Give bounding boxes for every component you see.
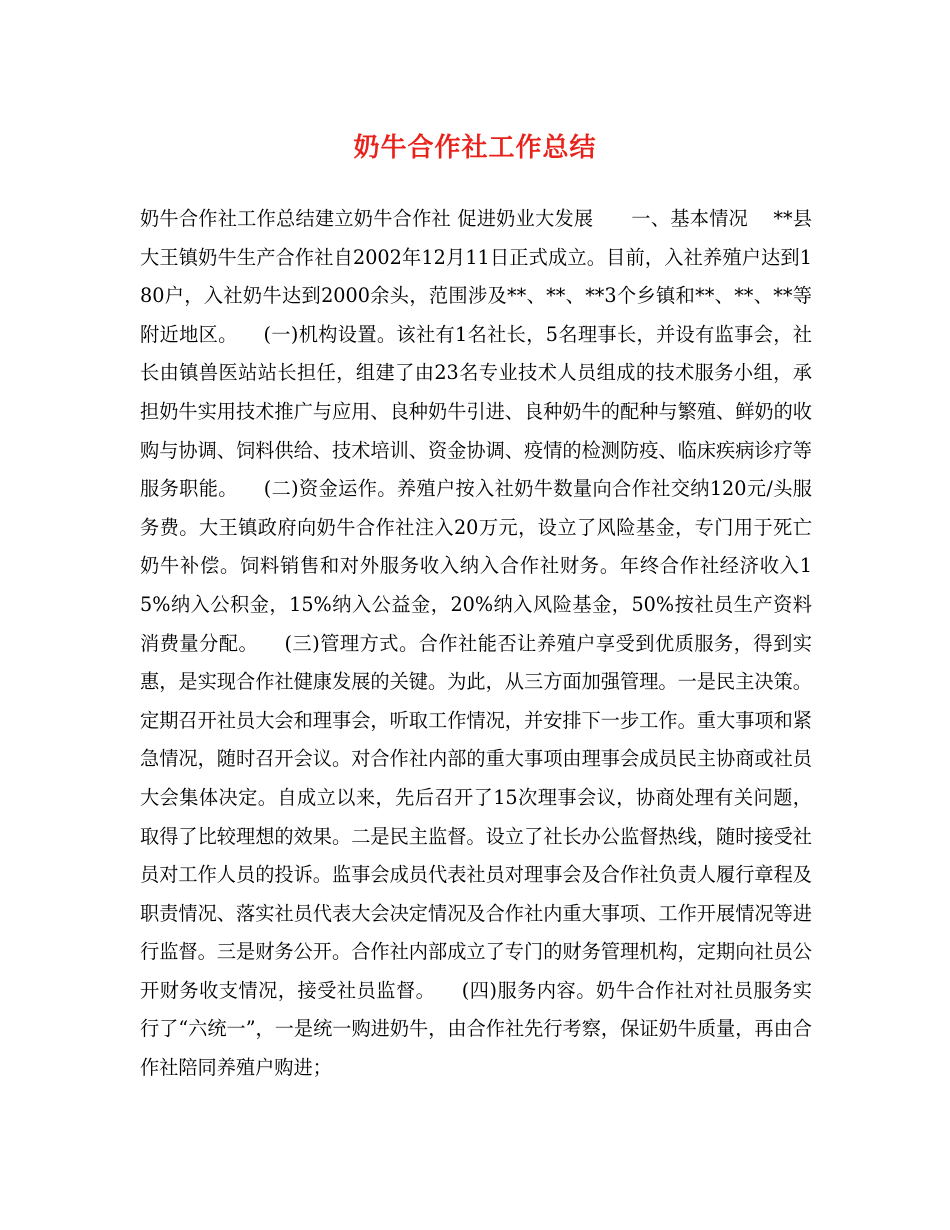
document-title: 奶牛合作社工作总结: [353, 133, 597, 163]
document-body-text: 奶牛合作社工作总结建立奶牛合作社 促进奶业大发展 一、基本情况 **县大王镇奶牛生产合作社自2002年12月11日正式成立。目前，入社养殖户达到180户，入社奶牛达到2000余头，范围涉及**、**、**3个乡镇和**、**、**等附近地区。 (一)机构设置。该社有1名社长，5名理事长，并设有监事会，社长由镇兽医站站长担任，组建了由23名专业技术人员组成的技术服务小组，承担奶牛实用技术推广与应用、良种奶牛引进、良种奶牛的配种与繁殖、鲜奶的收购与协调、饲料供给、技术培训、资金协调、疫情的检测防疫、临床疾病诊疗等服务职能。 (二)资金运作。养殖户按入社奶牛数量向合作社交纳120元/头服务费。大王镇政府向奶牛合作社注入20万元，设立了风险基金，专门用于死亡奶牛补偿。饲料销售和对外服务收入纳入合作社财务。年终合作社经济收入15%纳入公积金，15%纳入公益金，20%纳入风险基金，50%按社员生产资料消费量分配。 (三)管理方式。合作社能否让养殖户享受到优质服务，得到实惠，是实现合作社健康发展的关键。为此，从三方面加强管理。一是民主决策。定期召开社员大会和理事会，听取工作情况，并安排下一步工作。重大事项和紧急情况，随时召开会议。对合作社内部的重大事项由理事会成员民主协商或社员大会集体决定。自成立以来，先后召开了15次理事会议，协商处理有关问题，取得了比较理想的效果。二是民主监督。设立了社长办公监督热线，随时接受社员对工作人员的投诉。监事会成员代表社员对理事会及合作社负责人履行章程及职责情况、落实社员代表大会决定情况及合作社内重大事项、工作开展情况等进行监督。三是财务公开。合作社内部成立了专门的财务管理机构，定期向社员公开财务收支情况，接受社员监督。 (四)服务内容。奶牛合作社对社员服务实行了“六统一”，一是统一购进奶牛，由合作社先行考察，保证奶牛质量，再由合作社陪同养殖户购进；: [140, 207, 812, 1080]
